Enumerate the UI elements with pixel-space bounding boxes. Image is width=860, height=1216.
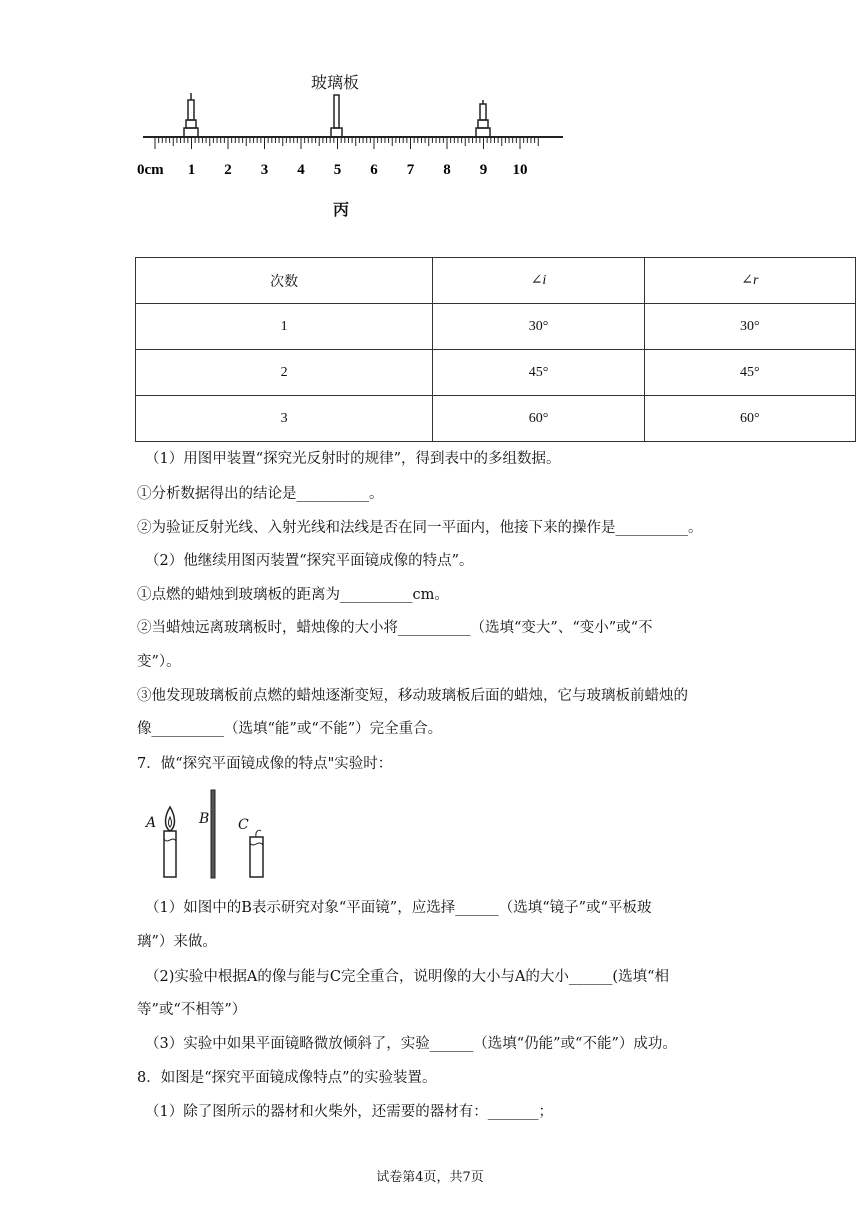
table-cell: 60° [433,396,644,442]
candle-right-icon [476,100,490,137]
ruler-ticks [155,137,538,149]
ruler-tick-label: 8 [443,162,451,178]
angle-table [135,257,856,442]
candle-left-icon [184,93,198,137]
ruler-tick-label: 1 [187,162,196,178]
header-count: 次数 [136,258,433,304]
question-line: ①分析数据得出的结论是__________。 [137,486,384,502]
question-line: ②当蜡烛远离玻璃板时，蜡烛像的大小将__________（选填“变大”、“变小”或“不 [137,620,653,636]
question-heading: 8．如图是“探究平面镜成像特点”的实验装置。 [137,1070,437,1086]
ruler-tick-label: 3 [260,162,269,178]
table-row [136,396,856,442]
glass-plate-icon [331,95,342,137]
ruler-tick-label: 10 [512,162,528,178]
question-line: ①点燃的蜡烛到玻璃板的距离为__________cm。 [137,587,449,603]
question-line: （2)实验中根据A的像与能与C完全重合，说明像的大小与A的大小______(选填“相 [145,969,669,985]
ruler-tick-label: 0cm [137,162,164,178]
question-line: ②为验证反射光线、入射光线和法线是否在同一平面内，他接下来的操作是__________。 [137,520,703,536]
header-angle-r: ∠r [644,258,855,304]
glass-plate-label: 玻璃板 [311,73,360,92]
question-line: （2）他继续用图丙装置“探究平面镜成像的特点”。 [145,553,474,569]
ruler-tick-label: 7 [406,162,415,178]
figure-caption: 丙 [333,200,350,219]
table-cell: 30° [433,304,644,350]
page-footer: 试卷第4页，共7页 [376,1170,484,1185]
question-line: 像__________（选填“能”或“不能”）完全重合。 [137,721,443,737]
ruler-tick-label: 2 [224,162,232,178]
table-cell: 1 [136,304,433,350]
ruler-tick-label: 4 [297,162,305,178]
candle-a-icon [164,807,176,877]
table-header-row [136,258,856,304]
question-line: 变”）。 [137,654,181,670]
table-cell: 45° [644,350,855,396]
label-b: B [199,811,210,827]
label-c: C [238,817,249,833]
question-line: （1）除了图所示的器材和火柴外，还需要的器材有：_______； [145,1104,553,1120]
candle-c-icon [250,830,263,877]
ruler-tick-label: 6 [370,162,378,178]
question-line: 璃”）来做。 [137,934,217,950]
table-cell: 60° [644,396,855,442]
table-row [136,350,856,396]
table-cell: 45° [433,350,644,396]
question-heading: 7．做“探究平面镜成像的特点"实验时： [137,756,393,772]
question-line: （1）用图甲装置“探究光反射时的规律”，得到表中的多组数据。 [145,451,561,467]
candle-mirror-figure [140,785,280,885]
table-cell: 30° [644,304,855,350]
question-line: （3）实验中如果平面镜略微放倾斜了，实验______（选填“仍能”或“不能”）成功。 [145,1036,677,1052]
table-cell: 3 [136,396,433,442]
ruler-tick-label: 5 [333,162,342,178]
ruler-tick-label: 9 [479,162,488,178]
question-line: ③他发现玻璃板前点燃的蜡烛逐渐变短，移动玻璃板后面的蜡烛，它与玻璃板前蜡烛的 [137,688,688,704]
table-row [136,304,856,350]
header-angle-i: ∠i [433,258,644,304]
glass-b-icon [211,790,215,878]
label-a: A [146,815,157,831]
question-line: （1）如图中的B表示研究对象“平面镜”，应选择______（选填“镜子”或“平板玻 [145,900,652,916]
question-line: 等”或“不相等”） [137,1002,247,1018]
table-cell: 2 [136,350,433,396]
